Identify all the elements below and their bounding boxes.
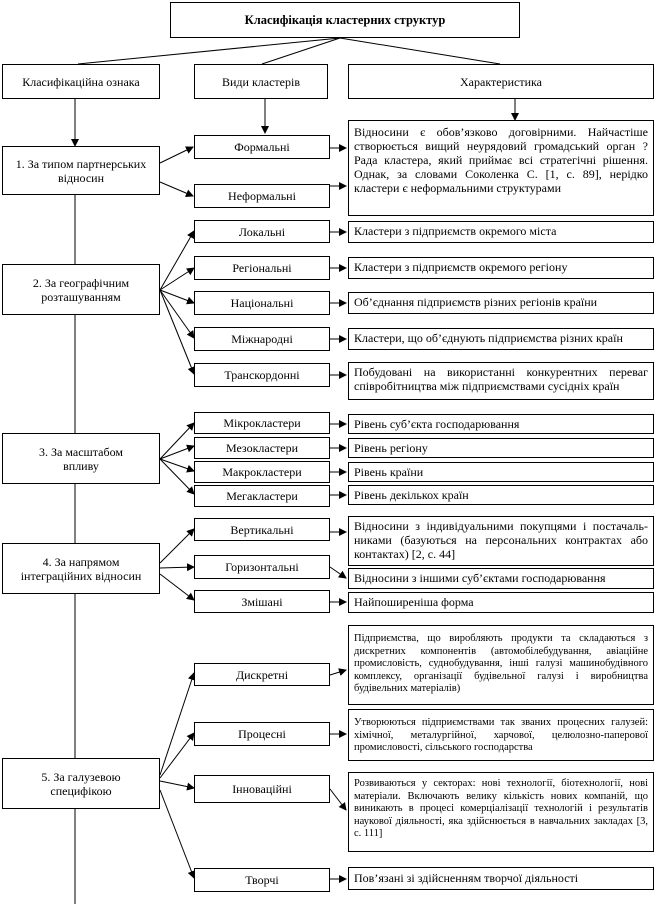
type-informal: Неформальні xyxy=(194,184,330,208)
type-mixed: Змішані xyxy=(194,590,330,613)
type-mega: Мегакластери xyxy=(194,485,330,507)
type-meso: Мезокластери xyxy=(194,437,330,459)
desc-meso: Рівень регіону xyxy=(348,438,654,458)
desc-mega: Рівень декількох країн xyxy=(348,485,654,505)
desc-formal-informal: Відносини є обов’язково договірними. Найчастіше створюється вищий неурядовий громадський орган ? Рада кластера, який приймає всі стратегічні рішення. Однак, за словами Соколенка С. [1, с. 89], нерідко кластери є неформальними структурами xyxy=(348,120,654,216)
desc-vertical: Відносини з індивідуальними покупцями і постачаль-никами (базуються на персональних контрактах або контактах) [2, с. 44] xyxy=(348,516,654,566)
desc-cross-border: Побудовані на використанні конкурентних переваг співробітництва між підприємствами сусідніх країн xyxy=(348,362,654,400)
type-regional: Регіональні xyxy=(194,256,330,280)
type-macro: Макрокластери xyxy=(194,461,330,483)
desc-innovative: Розвиваються у секторах: нові технології, біотехнології, нові матеріали. Включають велику кількість нових компаній, що виникають в процесі комерціалізації технологій і результатів наукової діяльності, яка здійснюється в навчальних закладах [3, с. 111] xyxy=(348,772,654,852)
group-geographic: 2. За географічним розташуванням xyxy=(2,264,160,315)
desc-mixed: Найпоширеніша форма xyxy=(348,592,654,613)
type-micro: Мікрокластери xyxy=(194,412,330,434)
group-scale: 3. За масштабом впливу xyxy=(2,433,160,484)
desc-discrete: Підприємства, що виробляють продукти та складаються з дискретних компонентів (автомобілебудування, авіаційне промисловість, суднобудування, інші галузі машинобудівного комплексу, організації будівельної галузі і виробництва будівельних матеріалів) xyxy=(348,625,654,705)
type-creative: Творчі xyxy=(194,868,330,892)
type-formal: Формальні xyxy=(194,135,330,159)
desc-micro: Рівень суб’єкта господарювання xyxy=(348,414,654,434)
desc-creative: Пов’язані зі здійсненням творчої діяльності xyxy=(348,867,654,890)
group-industry: 5. За галузевою специфікою xyxy=(2,758,160,809)
desc-national: Об’єднання підприємств різних регіонів країни xyxy=(348,292,654,314)
type-vertical: Вертикальні xyxy=(194,518,330,541)
type-discrete: Дискретні xyxy=(194,663,330,686)
type-cross-border: Транскордонні xyxy=(194,363,330,387)
type-horizontal: Горизонтальні xyxy=(194,555,330,579)
type-innovative: Інноваційні xyxy=(194,775,330,803)
group-partnership: 1. За типом партнерських відносин xyxy=(2,146,160,195)
desc-horizontal: Відносини з іншими суб’єктами господарювання xyxy=(348,568,654,589)
header-characteristics: Характеристика xyxy=(348,64,654,99)
group-integration: 4. За напрямом інтеграційних відносин xyxy=(2,543,160,594)
desc-local: Кластери з підприємств окремого міста xyxy=(348,221,654,243)
type-process: Процесні xyxy=(194,722,330,746)
type-national: Національні xyxy=(194,291,330,315)
desc-international: Кластери, що об’єднують підприємства різних країн xyxy=(348,328,654,350)
type-local: Локальні xyxy=(194,220,330,243)
header-cluster-types: Види кластерів xyxy=(194,64,328,99)
type-international: Міжнародні xyxy=(194,327,330,351)
desc-process: Утворюються підприємствами так званих процесних галузей: хімічної, металургійної, харчової, целюлозно-паперової промисловості, сільського господарства xyxy=(348,709,654,761)
header-classification-sign: Класифікаційна ознака xyxy=(2,64,160,99)
desc-regional: Кластери з підприємств окремого регіону xyxy=(348,257,654,279)
diagram-title: Класифікація кластерних структур xyxy=(170,2,520,38)
desc-macro: Рівень країни xyxy=(348,462,654,482)
